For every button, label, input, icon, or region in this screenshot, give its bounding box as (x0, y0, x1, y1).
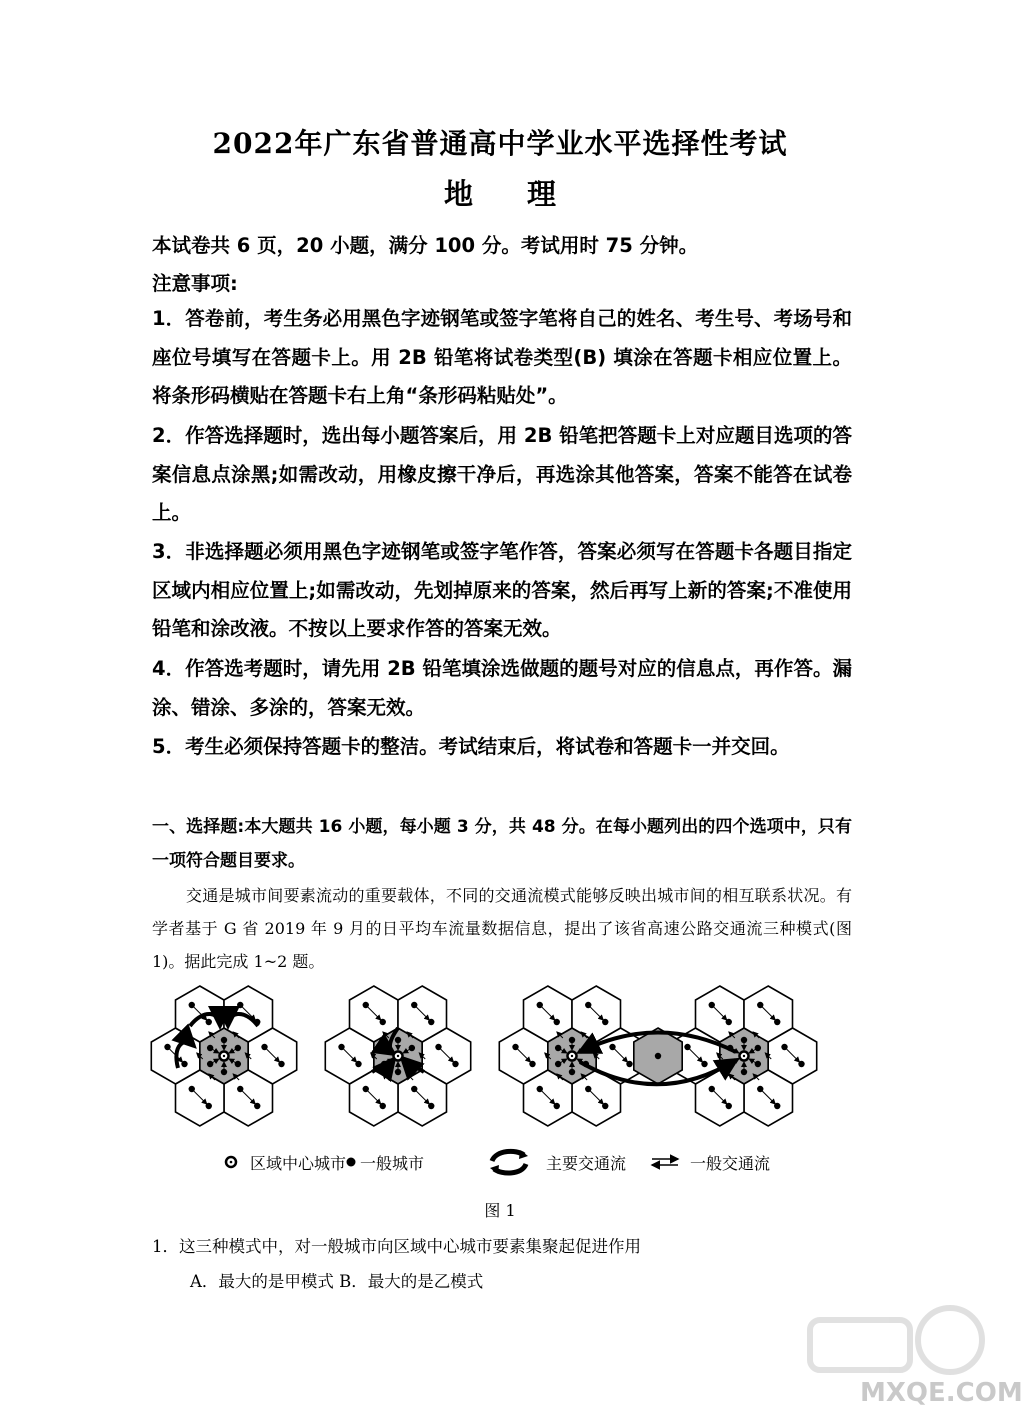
general-city-dot (554, 1019, 560, 1025)
general-city-dot (774, 1019, 780, 1025)
general-city-dot (537, 1002, 543, 1008)
general-city-dot (741, 1037, 747, 1043)
general-city-dot (380, 1019, 386, 1025)
question-1-options: A．最大的是甲模式 B．最大的是乙模式 (190, 1272, 484, 1291)
general-city-dot (774, 1103, 780, 1109)
general-city-dot (235, 1061, 241, 1067)
legend-general-city: 一般城市 (360, 1154, 425, 1173)
general-city-dot (727, 1045, 733, 1051)
general-city-dot (237, 1002, 243, 1008)
general-city-dot (278, 1061, 284, 1067)
general-city-dot (395, 1069, 401, 1075)
general-city-dot (555, 1045, 561, 1051)
watermark-site: MXQE.COM (860, 1378, 1023, 1408)
general-city-dot (409, 1061, 415, 1067)
general-city-dot (435, 1044, 441, 1050)
general-flow-icon (648, 1153, 682, 1171)
general-city-dot (554, 1103, 560, 1109)
general-city-dot (727, 1061, 733, 1067)
legend-center-city: 区域中心城市 (250, 1154, 347, 1173)
general-city-dot (726, 1019, 732, 1025)
exam-title: 2022年广东省普通高中学业水平选择性考试 (212, 127, 788, 160)
general-city-dot (755, 1045, 761, 1051)
notice-item-1: 1．答卷前，考生务必用黑色字迹钢笔或签字笔将自己的姓名、考生号、考场号和座位号填写在答题卡上。用 2B 铅笔将试卷类型(B) 填涂在答题卡相应位置上。将条形码横贴在答题卡右上角“条形码粘贴处”。 (152, 307, 852, 407)
notice-item-2: 2．作答选择题时，选出每小题答案后，用 2B 铅笔把答题卡上对应题目选项的答案信息点涂黑;如需改动，用橡皮擦干净后，再选涂其他答案，答案不能答在试卷上。 (152, 424, 852, 524)
general-city-dot (726, 1103, 732, 1109)
general-city-dot (237, 1086, 243, 1092)
general-city-dot (411, 1086, 417, 1092)
subject-title: 地 理 (443, 177, 579, 211)
general-city-dot (338, 1044, 344, 1050)
general-city-dot (798, 1061, 804, 1067)
hexagon-grids (151, 986, 816, 1126)
general-city-dot (585, 1002, 591, 1008)
major-flow-icon (486, 1147, 532, 1177)
general-city-dot (381, 1061, 387, 1067)
general-city-dot (781, 1044, 787, 1050)
general-city-dot (409, 1045, 415, 1051)
general-city-dot (602, 1019, 608, 1025)
general-city-dot (701, 1061, 707, 1067)
general-city-dot (254, 1103, 260, 1109)
general-city-dot (602, 1103, 608, 1109)
general-city-dot (189, 1002, 195, 1008)
general-city-dot (583, 1045, 589, 1051)
general-city-dot (221, 1069, 227, 1075)
general-city-dot (537, 1086, 543, 1092)
traffic-flow-figure (148, 982, 828, 1130)
general-city-dot (709, 1086, 715, 1092)
general-city-dot (189, 1086, 195, 1092)
general-city-dot (235, 1045, 241, 1051)
general-city-dot (512, 1044, 518, 1050)
general-city-dot (755, 1061, 761, 1067)
question-stem: 交通是城市间要素流动的重要载体，不同的交通流模式能够反映出城市间的相互联系状况。有学者基于 G 省 2019 年 9 月的日平均车流量数据信息，提出了该省高速公路交通流三种模式(图 1)。据此完成 1~2 题。 (152, 886, 852, 971)
notice-item-4: 4．作答选考题时，请先用 2B 铅笔填涂选做题的题号对应的信息点，再作答。漏涂、错涂、多涂的，答案无效。 (152, 657, 852, 719)
general-city-dot (609, 1044, 615, 1050)
general-city-dot (428, 1019, 434, 1025)
legend-general-flow: 一般交通流 (690, 1154, 771, 1173)
general-city-dot (684, 1044, 690, 1050)
general-city-dot (206, 1019, 212, 1025)
notice-item-3: 3．非选择题必须用黑色字迹钢笔或签字笔作答，答案必须写在答题卡各题目指定区域内相应位置上;如需改动，先划掉原来的答案，然后再写上新的答案;不准使用铅笔和涂改液。不按以上要求作答的答案无效。 (152, 540, 852, 640)
general-city-dot (411, 1002, 417, 1008)
general-city-dot (254, 1019, 260, 1025)
general-city-dot (709, 1002, 715, 1008)
general-city-dot (585, 1086, 591, 1092)
general-city-dot (181, 1061, 187, 1067)
section-heading: 一、选择题:本大题共 16 小题，每小题 3 分，共 48 分。在每小题列出的四个选项中，只有一项符合题目要求。 (152, 817, 852, 871)
general-city-dot (569, 1037, 575, 1043)
general-city-dot (206, 1103, 212, 1109)
exam-intro: 本试卷共 6 页，20 小题，满分 100 分。考试用时 75 分钟。 (152, 234, 699, 257)
general-city-dot (569, 1069, 575, 1075)
legend-major-flow: 主要交通流 (546, 1154, 627, 1173)
general-city-dot (207, 1061, 213, 1067)
general-city-icon (346, 1157, 356, 1167)
center-city-icon (224, 1155, 238, 1169)
general-city-dot (221, 1037, 227, 1043)
general-city-dot (741, 1069, 747, 1075)
general-city-dot (164, 1044, 170, 1050)
figure-legend (220, 1147, 800, 1177)
general-city-dot (757, 1002, 763, 1008)
general-city-dot (380, 1103, 386, 1109)
general-city-dot (555, 1061, 561, 1067)
general-city-dot (207, 1045, 213, 1051)
general-city-dot (626, 1061, 632, 1067)
general-city-dot (363, 1086, 369, 1092)
general-city-dot (757, 1086, 763, 1092)
general-city-dot (583, 1061, 589, 1067)
general-city-dot (261, 1044, 267, 1050)
general-city-dot (395, 1037, 401, 1043)
general-city-dot (655, 1053, 661, 1059)
notice-item-5: 5．考生必须保持答题卡的整洁。考试结束后，将试卷和答题卡一并交回。 (152, 735, 790, 758)
notice-heading: 注意事项: (152, 272, 238, 295)
figure-caption: 图 1 (484, 1201, 516, 1220)
general-city-dot (428, 1103, 434, 1109)
general-city-dot (529, 1061, 535, 1067)
general-city-dot (363, 1002, 369, 1008)
general-city-dot (381, 1045, 387, 1051)
general-city-dot (355, 1061, 361, 1067)
general-city-dot (452, 1061, 458, 1067)
question-1-stem: 1．这三种模式中，对一般城市向区域中心城市要素集聚起促进作用 (152, 1237, 641, 1256)
